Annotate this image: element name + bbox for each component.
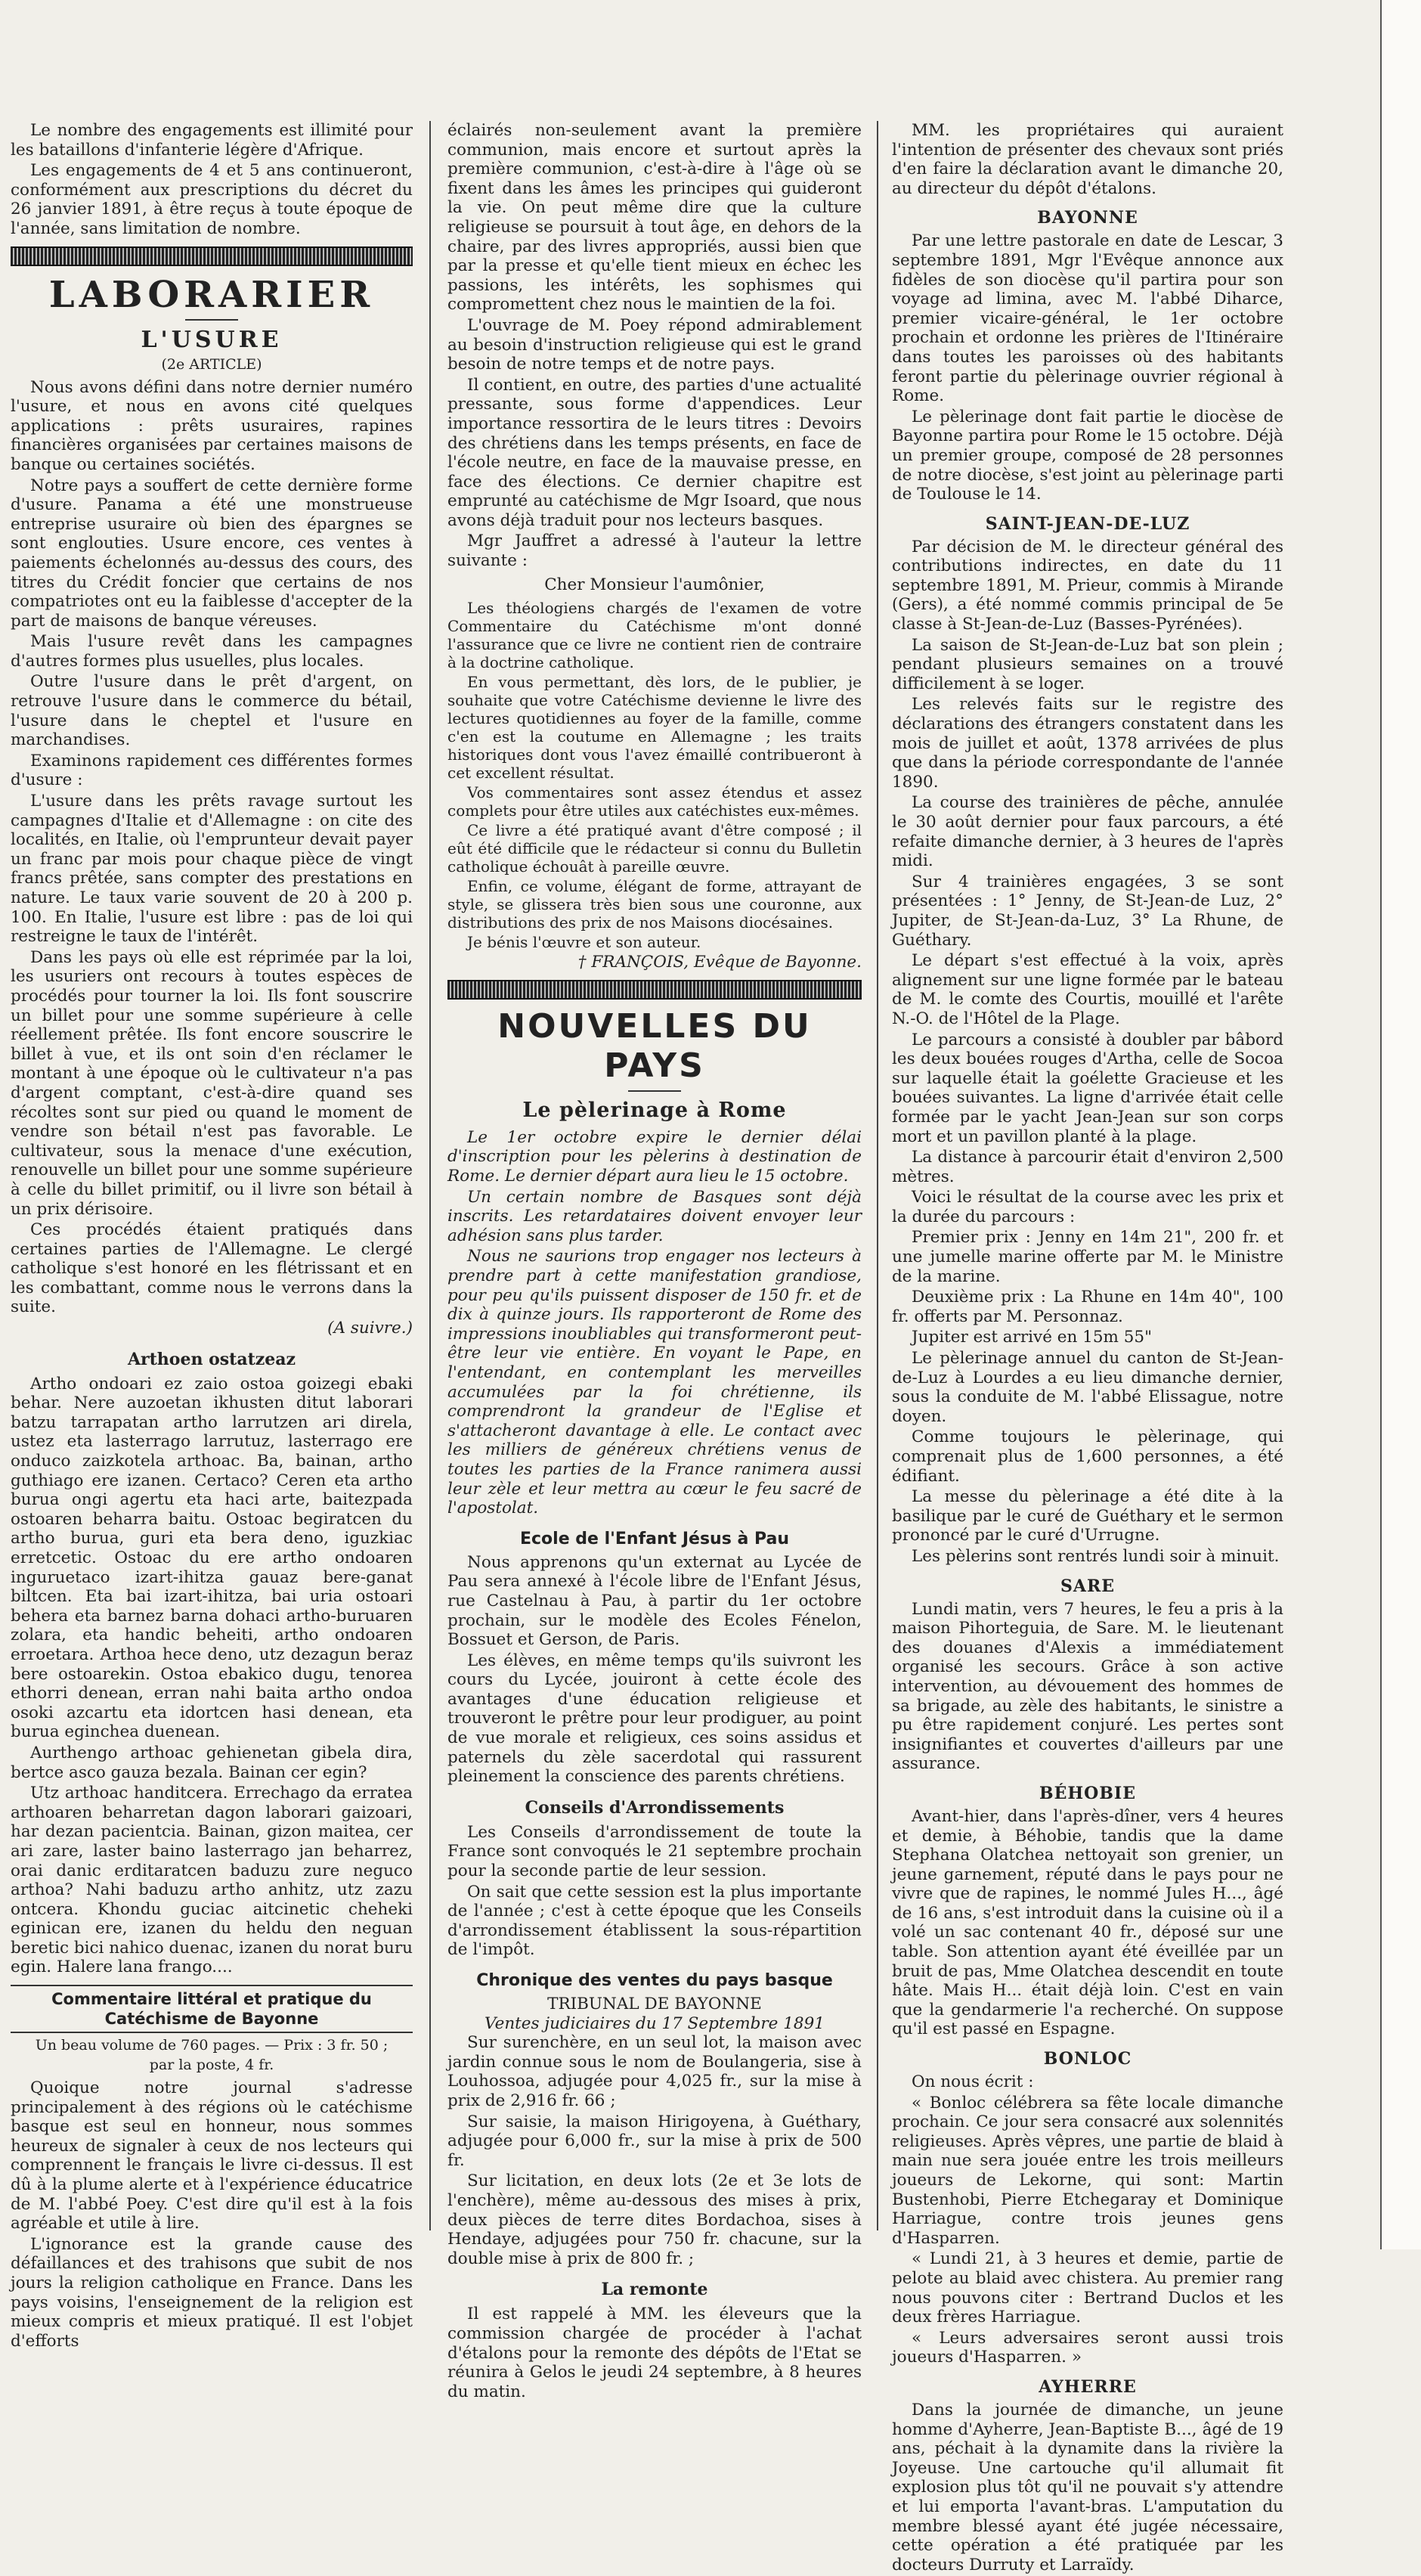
- paragraph: MM. les propriétaires qui auraient l'intention de présenter des chevaux sont priés d'en faire la déclaration avant le dimanche 20, au directeur du dépôt d'étalons.: [892, 121, 1283, 198]
- bayonne-news: [892, 231, 1283, 504]
- paragraph: Avant-hier, dans l'après-dîner, vers 4 heures et demie, à Béhobie, tandis que la dame Stephana Olatchea nettoyait son grenier, un jeune garnement, réputé dans le pays pour ne vivre que de rapines, le nommé Jules H..., âgé de 16 ans, s'est introduit dans la cuisine où il a volé un sac contenant 40 fr., déposé sur une table. Son attention ayant été éveillée par un bruit de pas, Mme Olatchea descendit en toute hâte. Mais H... était déjà loin. C'est en vain que la gendarmerie l'a recherché. On suppose qu'il est passé en Espagne.: [892, 1806, 1283, 2039]
- paragraph: Le parcours a consisté à doubler par bâbord les deux bouées rouges d'Artha, celle de Socoa sur laquelle était la goélette Gracieuse et les bouées suivantes. La ligne d'arrivée était celle formée par le yacht Jean-Jean sur son corps mort et un pavillon planté à la plage.: [892, 1030, 1283, 1146]
- paragraph: Mgr Jauffret a adressé à l'auteur la lettre suivante :: [447, 532, 862, 571]
- paragraph: Sur saisie, la maison Hirigoyena, à Guéthary, adjugée pour 6,000 fr., sur la mise à prix de 500 fr.: [447, 2112, 862, 2170]
- behobie-news: [892, 1807, 1283, 2039]
- paragraph: Les relevés faits sur le registre des déclarations des étrangers constatent dans les mois de juillet et août, 1378 arrivées de plus que dans la période correspondante de l'année 1890.: [892, 695, 1283, 792]
- article-title: Le pèlerinage à Rome: [522, 1098, 787, 1122]
- ayherre-news: [892, 2401, 1283, 2574]
- paragraph: Mais l'usure revêt dans les campagnes d'autres formes plus usuelles, plus locales.: [11, 632, 413, 671]
- section-banner: NOUVELLES DU PAYS: [497, 1006, 812, 1085]
- place-heading: SARE: [1060, 1576, 1115, 1596]
- sare-news: [892, 1600, 1283, 1774]
- ornamental-rule: [11, 246, 413, 266]
- paragraph: L'ouvrage de M. Poey répond admirablement au besoin d'instruction religieuse qui est le grand besoin de notre temps et de notre pays.: [447, 315, 862, 374]
- column-rule-1: [429, 121, 431, 2230]
- arthoen-article: [11, 1375, 413, 1977]
- paragraph: En vous permettant, dès lors, de le publier, je souhaite que votre Catéchisme devienne le livre des lectures quotidiennes au foyer de la famille, comme c'en est la coutume en Allemagne ; les traits historiques dont vous l'avez émaillé contribueront à cet excellent résultat.: [447, 673, 862, 783]
- paragraph: Comme toujours le pèlerinage, qui comprenait plus de 1,600 personnes, a été édifiant.: [892, 1427, 1283, 1486]
- page-edge: [1380, 0, 1421, 2249]
- paragraph: Les Conseils d'arrondissement de toute la France sont convoqués le 21 septembre prochain pour la seconde partie de leur session.: [447, 1822, 862, 1881]
- paragraph: Nous apprenons qu'un externat au Lycée de Pau sera annexé à l'école libre de l'Enfant Jésus, rue Castelnau à Pau, à partir du 1er octobre prochain, sur le modèle des Ecoles Fénelon, Bossuet et Gerson, de Paris.: [447, 1552, 862, 1650]
- paragraph: Artho ondoari ez zaio ostoa goizegi ebaki behar. Nere auzoetan ikhusten ditut laborari batzu tarrapatan artho larrutzen ari direla, ustez eta lasterrago larrutuz, lasterrago ere onduco zaizkotela arthoac. Ba, bainan, artho guthiago ere izanen. Certaco? Ceren eta artho burua ongi agertu eta haci arte, baitezpada ostoaren beharra baitu. Ostoac begiratcen du artho burua, guri eta bera deno, iguzkiac erretcetic. Ostoac du ere artho ondoaren inguruetaco izart-ihitza gauaz bere-ganat biltcen. Eta bai izart-ihitza, bai uria ostoari behera eta barnez barna dohaci artho-buruaren zolara, eta handic beheiti, artho ondoaren erroetara. Arthoa hece deno, utz dezagun beraz bere ostoarekin. Ostoa ebakico dugu, tenorea ethorri denean, erran nahi baita artho ondoa osoki azcartu eta idortcen hasi denean, eta burua eginchea duenean.: [11, 1374, 413, 1742]
- catechisme-article: [11, 2078, 413, 2351]
- saint-jean-de-luz-news: [892, 538, 1283, 1567]
- paragraph: « Lundi 21, à 3 heures et demie, partie de pelote au blaid avec chistera. Au premier rang nous pouvons citer : Bertrand Duclos et les deux frères Harriague.: [892, 2249, 1283, 2327]
- conseils-article: [447, 1823, 862, 1960]
- place-heading: BÉHOBIE: [1039, 1783, 1136, 1803]
- paragraph: L'ignorance est la grande cause des défaillances et des trahisons que subit de nos jours la religion catholique en France. Dans les pays voisins, l'enseignement de la religion est mieux compris et mieux pratiqué. Il est l'objet d'efforts: [11, 2234, 413, 2351]
- paragraph: Examinons rapidement ces différentes formes d'usure :: [11, 751, 413, 790]
- paragraph: Dans la journée de dimanche, un jeune homme d'Ayherre, Jean-Baptiste B..., âgé de 19 ans, péchait à la dynamite dans la rivière la Joyeuse. Une cartouche qu'il allumait fit explosion plus tôt qu'il ne pouvait s'y attendre et lui emporta l'avant-bras. L'amputation du membre blessé ayant été jugée nécessaire, cette opération a été pratiquée par les docteurs Durruty et Larraïdy.: [892, 2400, 1283, 2574]
- paragraph: Le 1er octobre expire le dernier délai d'inscription pour les pèlerins à destination de Rome. Le dernier départ aura lieu le 15 octobre.: [447, 1127, 862, 1186]
- remonte-continued: [892, 121, 1283, 198]
- signature: † FRANÇOIS, Evêque de Bayonne.: [577, 953, 862, 972]
- place-heading: SAINT-JEAN-DE-LUZ: [985, 513, 1190, 534]
- paragraph: Les élèves, en même temps qu'ils suivront les cours du Lycée, jouiront à cette école des avantages d'une éducation religieuse et trouveront le prêtre pour leur prodiguer, au point de vue morale et religieux, ces soins assidus et paternels du zèle sacerdotal qui rassurent pleinement la conscience des parents chrétiens.: [447, 1651, 862, 1787]
- place-heading: AYHERRE: [1039, 2376, 1137, 2397]
- column-3: [892, 121, 1283, 2576]
- paragraph: Enfin, ce volume, élégant de forme, attrayant de style, se glissera très bien sous une couronne, aux distributions des prix de nos Maisons diocésaines.: [447, 877, 862, 932]
- paragraph: Vos commentaires sont assez étendus et assez complets pour être utiles aux catéchistes eux-mêmes.: [447, 783, 862, 820]
- paragraph: Dans les pays où elle est réprimée par la loi, les usuriers ont recours à toutes espèces de procédés pour tourner la loi. Ils font souscrire un billet pour une somme supérieure à celle réellement prêtée. Ils font encore souscrire le billet à vue, et ils ont soin d'en réclamer le montant à une époque où le cultivateur n'a pas d'argent comptant, c'est-à-dire quand ses récoltes sont sur pied ou quand le moment de vendre son bétail n'est pas favorable. Le cultivateur, sous la menace d'une exécution, renouvelle un billet pour une somme supérieure à celle du billet primitif, ou il livre son bétail à un prix dérisoire.: [11, 947, 413, 1219]
- usure-article: [11, 378, 413, 1318]
- column-1: [11, 121, 413, 2352]
- intro-section: [11, 121, 413, 239]
- paragraph: Deuxième prix : La Rhune en 14m 40", 100 fr. offerts par M. Personnaz.: [892, 1288, 1283, 1326]
- paragraph: Je bénis l'œuvre et son auteur.: [467, 933, 701, 952]
- remonte-article: [447, 2305, 862, 2401]
- paragraph: Sur surenchère, en un seul lot, la maison avec jardin connue sous le nom de Boulangeria, sise à Louhossoa, adjugée pour 4,025 fr., sur la mise à prix de 2,916 fr. 66 ;: [447, 2033, 862, 2110]
- paragraph: Il est rappelé à MM. les éleveurs que la commission chargée de procéder à l'achat d'étalons pour la remonte des dépôts de l'Etat se réunira à Gelos le jeudi 24 septembre, à 8 heures du matin.: [447, 2305, 862, 2401]
- letter-salutation: Cher Monsieur l'aumônier,: [544, 575, 765, 594]
- paragraph: Par une lettre pastorale en date de Lescar, 3 septembre 1891, Mgr l'Evêque annonce aux fidèles de son diocèse qu'il partira pour son voyage ad limina, avec M. l'abbé Diharce, premier vicaire-général, le 1er octobre prochain et ordonne les prières de l'Itinéraire dans toutes les paroisses où des habitants feront partie du pèlerinage ouvrier régional à Rome.: [892, 231, 1283, 406]
- paragraph: Sur licitation, en deux lots (2e et 3e lots de l'enchère), même au-dessous des mises à prix, deux pièces de terre dites Bordachoa, sises à Hendaye, adjugées pour 750 fr. chacune, sur la double mise à prix de 800 fr. ;: [447, 2171, 862, 2268]
- paragraph: La distance à parcourir était d'environ 2,500 mètres.: [892, 1148, 1283, 1186]
- catechisme-continued: [447, 121, 862, 571]
- chronique-article: [447, 2033, 862, 2268]
- article-title: Chronique des ventes du pays basque: [476, 1971, 833, 1990]
- paragraph: Ces procédés étaient pratiqués dans certaines parties de l'Allemagne. Le clergé catholique s'est honoré en les flétrissant et en les combattant, comme nous le verrons dans la suite.: [11, 1220, 413, 1317]
- article-title: L'USURE: [141, 326, 283, 353]
- paragraph: Voici le résultat de la course avec les prix et la durée du parcours :: [892, 1188, 1283, 1226]
- ecole-article: [447, 1553, 862, 1787]
- paragraph: Les pèlerins sont rentrés lundi soir à minuit.: [912, 1546, 1280, 1566]
- paragraph: « Bonloc célébrera sa fête locale dimanche prochain. Ce jour sera consacré aux solennités religieuses. Après vêpres, une partie de blaid à main nue sera jouée entre les trois meilleurs joueurs de Lekorne, qui sont: Martin Bustenhobi, Pierre Etchegaray et Dominique Harriague, contre trois jeunes gens d'Hasparren.: [892, 2093, 1283, 2248]
- article-title: La remonte: [601, 2280, 708, 2300]
- article-title: Commentaire littéral et pratique du Catéchisme de Bayonne: [11, 1985, 413, 2033]
- place-heading: BAYONNE: [1037, 208, 1138, 228]
- paragraph: La course des trainières de pêche, annulée le 30 août dernier pour faux parcours, a été refaite dimanche dernier, à 3 heures de l'après midi.: [892, 793, 1283, 871]
- paragraph: On nous écrit :: [912, 2072, 1034, 2092]
- paragraph: Par décision de M. le directeur général des contributions indirectes, en date du 11 septembre 1891, M. Prieur, commis à Mirande (Gers), a été nommé commis principal de 5e classe à St-Jean-de-Luz (Basses-Pyrénées).: [892, 537, 1283, 634]
- paragraph: Notre pays a souffert de cette dernière forme d'usure. Panama a été une monstrueuse entreprise usuraire où bien des épargnes se sont englouties. Usure encore, ces ventes à paiements échelonnés au-dessus des cours, des titres du Crédit foncier que certains de nos compatriotes ont eu la faiblesse d'accepter de la part de maisons de banque véreuses.: [11, 476, 413, 631]
- paragraph: Nous avons défini dans notre dernier numéro l'usure, et nous en avons cité quelques applications : prêts usuraires, rapines financières organisées par certaines maisons de banque ou certaines sociétés.: [11, 377, 413, 474]
- paragraph: Jupiter est arrivé en 15m 55": [912, 1328, 1152, 1347]
- paragraph: Les engagements de 4 et 5 ans continueront, conformément aux prescriptions du décret du 26 janvier 1891, à être reçus à toute époque de l'année, sans limitation de nombre.: [11, 161, 413, 238]
- paragraph: Nous ne saurions trop engager nos lecteurs à prendre part à cette manifestation grandiose, pour peu qu'ils puissent disposer de 150 fr. et de dix à quinze jours. Ils rapporteront de Rome des impressions inoubliables qui transformeront peut-être leur vie entière. En voyant le Pape, en l'entendant, en contemplant les merveilles accumulées par la foi chrétienne, ils comprendront la grandeur de l'Eglise et s'attacheront davantage à elle. Le contact avec les milliers de généreux chrétiens venus de toutes les parties de la France ranimera aussi leur zèle et leur mettra au cœur le feu sacré de l'apostolat.: [447, 1247, 862, 1518]
- article-title: Conseils d'Arrondissements: [525, 1797, 785, 1818]
- paragraph: Les théologiens chargés de l'examen de votre Commentaire du Catéchisme m'ont donné l'assurance que ce livre ne contient rien de contraire à la doctrine catholique.: [447, 599, 862, 672]
- article-title: Arthoen ostatzeaz: [127, 1349, 296, 1369]
- paragraph: Le pèlerinage annuel du canton de St-Jean-de-Luz à Lourdes a eu lieu dimanche dernier, sous la conduite de M. l'abbé Elissague, notre doyen.: [892, 1349, 1283, 1426]
- bishop-letter: [447, 599, 862, 951]
- section-headline: LABORARIER: [48, 273, 375, 316]
- article-title: Ecole de l'Enfant Jésus à Pau: [519, 1529, 790, 1548]
- ventes-date: Ventes judiciaires du 17 Septembre 1891: [485, 2013, 825, 2033]
- paragraph: Quoique notre journal s'adresse principalement à des régions où le catéchisme basque est seul en honneur, nous sommes heureux de signaler à ceux de nos lecteurs qui comprennent le français le livre ci-dessus. Il est dû à la plume alerte et à l'expérience éducatrice de M. l'abbé Poey. C'est dire qu'il est à la fois agréable et utile à lire.: [11, 2078, 413, 2233]
- bonloc-news: [892, 2072, 1283, 2367]
- paragraph: Utz arthoac handitcera. Errechago da erratea arthoaren beharretan dagon laborari gaizoari, har dezan pacientcia. Bainan, gizon maitea, cer ari zare, laster baino lasterrago jan beharrez, orai danic erditaratcen baduzu zure neguco arthoa? Nahi baduzu artho anhitz, utz zazu ontcera. Khondu guciac aitcinetic cheheki eginican ere, izanen du heldu den neguan beretic bici nahico duenac, izanen du norat buru egin. Halere lana frango....: [11, 1784, 413, 1977]
- article-number: (2e ARTICLE): [161, 355, 262, 373]
- paragraph: Le pèlerinage dont fait partie le diocèse de Bayonne partira pour Rome le 15 octobre. Déjà un premier groupe, composé de 28 personnes de notre diocèse, s'est joint au pèlerinage parti de Toulouse le 14.: [892, 407, 1283, 504]
- paragraph: Un certain nombre de Basques sont déjà inscrits. Les retardataires doivent envoyer leur adhésion sans plus tarder.: [447, 1187, 862, 1245]
- paragraph: « Leurs adversaires seront aussi trois joueurs d'Hasparren. »: [892, 2328, 1283, 2367]
- paragraph: La saison de St-Jean-de-Luz bat son plein ; pendant plusieurs semaines on a trouvé difficilement à se loger.: [892, 635, 1283, 693]
- column-2: [447, 121, 862, 2403]
- paragraph: Le nombre des engagements est illimité pour les bataillons d'infanterie légère d'Afrique.: [11, 121, 413, 160]
- paragraph: Sur 4 trainières engagées, 3 se sont présentées : 1° Jenny, de St-Jean-de Luz, 2° Jupiter, de St-Jean-da-Luz, 3° La Rhune, de Guéthary.: [892, 872, 1283, 950]
- place-heading: BONLOC: [1043, 2049, 1132, 2069]
- paragraph: Outre l'usure dans le prêt d'argent, on retrouve l'usure dans le commerce du bétail, l'usure dans le cheptel et l'usure en marchandises.: [11, 672, 413, 750]
- column-rule-2: [877, 121, 878, 2230]
- paragraph: La messe du pèlerinage a été dite à la basilique par le curé de Guéthary et le sermon prononcé par le curé d'Urrugne.: [892, 1487, 1283, 1545]
- divider: [628, 1090, 681, 1092]
- divider: [185, 319, 238, 321]
- paragraph: On sait que cette session est la plus importante de l'année ; c'est à cette époque que les Conseils d'arrondissement établissent la sous-répartition de l'impôt.: [447, 1882, 862, 1960]
- paragraph: Premier prix : Jenny en 14m 21", 200 fr. et une jumelle marine offerte par M. le Ministre de la marine.: [892, 1228, 1283, 1286]
- paragraph: éclairés non-seulement avant la première communion, mais encore et surtout après la première communion, c'est-à-dire à l'âge où se fixent dans les âmes les principes qui guideront la vie. On peut même dire que la culture religieuse se poursuit à tout âge, en dehors de la chaire, par des livres appropriés, aussi bien que par la presse et qu'elle tient mieux en échec les passions, les intérêts, les sophismes qui compromettent chez nous le maintien de la foi.: [447, 121, 862, 315]
- paragraph: Lundi matin, vers 7 heures, le feu a pris à la maison Pihorteguia, de Sare. M. le lieutenant des douanes d'Alexis a immédiatement organisé les secours. Grâce à son active intervention, au dévouement des hommes de sa brigade, au zèle des habitants, le sinistre a pu être rapidement conjuré. Les pertes sont insignifiantes et couvertes d'ailleurs par une assurance.: [892, 1599, 1283, 1774]
- book-info: Un beau volume de 760 pages. — Prix : 3 fr. 50 ;: [35, 2037, 389, 2054]
- paragraph: Il contient, en outre, des parties d'une actualité pressante, sous forme d'appendices. Leur importance ressortira de le leurs titres : Devoirs des chrétiens dans les temps présents, en face de l'école neutre, en face de la mauvaise presse, en face des élections. Ce dernier chapitre est emprunté au catéchisme de Mgr Isoard, que nous avons déjà traduit pour nos lecteurs basques.: [447, 375, 862, 530]
- ornamental-rule: [447, 980, 862, 1000]
- pelerinage-article: [447, 1128, 862, 1518]
- paragraph: Le départ s'est effectué à la voix, après alignement sur une ligne formée par le bateau de M. le comte des Courtis, mouillé et l'arête N.-O. de l'Hôtel de la Plage.: [892, 951, 1283, 1028]
- paragraph: L'usure dans les prêts ravage surtout les campagnes d'Italie et d'Allemagne : on cite des localités, en Italie, où l'emprunteur devait payer un franc par mois pour chaque pièce de vingt francs prêtée, sans compter des prestations en nature. Le taux varie souvent de 20 à 200 p. 100. En Italie, l'usure est libre : pas de loi qui restreigne le taux de l'intérêt.: [11, 792, 413, 947]
- paragraph: Ce livre a été pratiqué avant d'être composé ; il eût été difficile que le rédacteur si connu du Bulletin catholique échouât à pareille œuvre.: [447, 821, 862, 876]
- paragraph: Aurthengo arthoac gehienetan gibela dira, bertce asco gauza bezala. Bainan cer egin?: [11, 1743, 413, 1782]
- continued-note: (A suivre.): [327, 1319, 413, 1338]
- book-info: par la poste, 4 fr.: [149, 2057, 274, 2074]
- tribunal-label: TRIBUNAL DE BAYONNE: [547, 1995, 762, 2013]
